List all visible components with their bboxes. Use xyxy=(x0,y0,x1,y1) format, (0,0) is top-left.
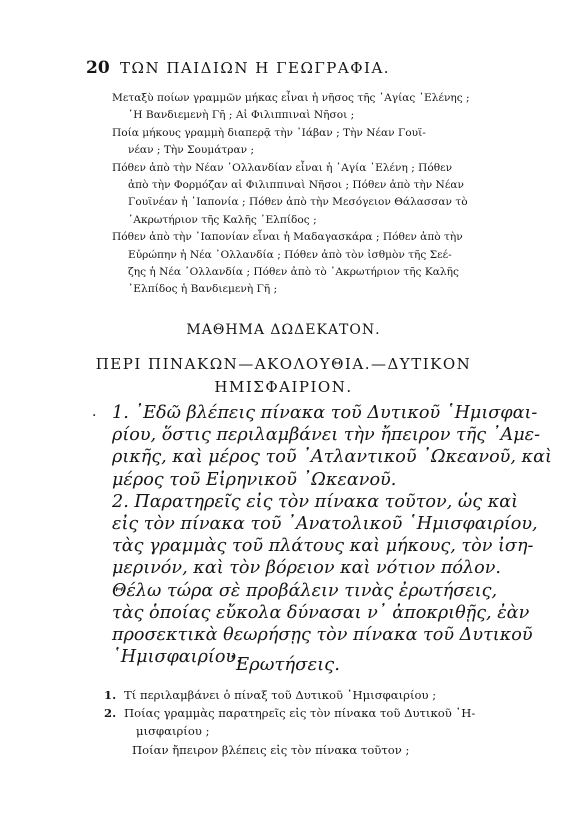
body-line: τὰς ὁποίας εὔκολα δύνασαι ν᾽ ἀποκριθῇς, ἐὰν xyxy=(112,602,530,623)
question-line: Ποία μήκους γραμμὴ διαπερᾷ τὴν ᾽Ιάβαν ; Τὴν Νέαν Γουϊ- xyxy=(112,126,426,139)
question-line: ᾽Ελπίδος ἡ Βανδιεμενὴ Γῆ ; xyxy=(128,283,278,296)
question-line: Πόθεν ἀπὸ τὴν Νέαν ᾽Ολλανδίαν εἶναι ἡ ῾Αγία ᾿Ελένη ; Πόθεν xyxy=(112,161,453,174)
paragraph-mark: · xyxy=(92,408,97,424)
question-number: 2. xyxy=(104,706,117,721)
lesson-body xyxy=(112,402,552,668)
question-line: ἀπὸ τὴν Φορμόζαν αἱ Φιλιππιναὶ Νῆσοι ; Πόθεν ἀπὸ τὴν Νέαν xyxy=(128,179,464,192)
lesson-title: ΜΑΘΗΜΑ ΔΩΔΕΚΑΤΟΝ. xyxy=(186,322,381,338)
question-continuation: μισφαιρίου ; xyxy=(136,724,210,739)
body-line: τὰς γραμμὰς τοῦ πλάτους καὶ μήκους, τὸν ἰση- xyxy=(112,536,534,557)
body-line: μέρος τοῦ Εἰρηνικοῦ ᾽Ωκεανοῦ. xyxy=(112,469,397,490)
body-line: ῾Ημισφαιρίου. xyxy=(112,647,242,668)
question-item xyxy=(104,704,504,722)
body-line: εἰς τὸν πίνακα τοῦ ᾽Ανατολικοῦ ῾Ημισφαιρίου, xyxy=(112,514,538,535)
body-line: ρικῆς, καὶ μέρος τοῦ ᾽Ατλαντικοῦ ᾽Ωκεανοῦ, καὶ xyxy=(112,447,552,468)
question-line: νέαν ; Τὴν Σουμάτραν ; xyxy=(128,144,255,157)
question-text: Ποίαν ἤπειρον βλέπεις εἰς τὸν πίνακα τοῦτον ; xyxy=(132,742,410,757)
question-item xyxy=(104,686,504,704)
questions-list xyxy=(104,686,504,759)
map-questions-block xyxy=(112,90,492,299)
body-line: μερινόν, καὶ τὸν βόρειον καὶ νότιον πόλον. xyxy=(112,558,502,579)
question-line: Μεταξὺ ποίων γραμμῶν μήκας εἶναι ἡ νῆσος τῆς ῾Αγίας ᾿Ελένης ; xyxy=(112,92,470,104)
body-line: Θέλω τώρα σὲ προβάλειν τινὰς ἐρωτήσεις, xyxy=(112,580,498,601)
lesson-subtitle: ΠΕΡΙ ΠΙΝΑΚΩΝ—ΑΚΟΛΟΥΘΙΑ.—ΔΥΤΙΚΟΝ xyxy=(95,355,472,373)
question-line: ῾Η Βανδιεμενὴ Γῆ ; Αἱ Φιλιππιναὶ Νῆσοι ; xyxy=(128,109,355,122)
question-text: Ποίας γραμμὰς παρατηρεῖς εἰς τὸν πίνακα τοῦ Δυτικοῦ ῾Η- xyxy=(124,706,476,721)
lesson-subtitle: ΗΜΙΣΦΑΙΡΙΟΝ. xyxy=(214,378,353,396)
page-header xyxy=(86,58,506,80)
question-text: Τί περιλαμβάνει ὁ πίναξ τοῦ Δυτικοῦ ῾Ημισφαιρίου ; xyxy=(124,688,437,702)
questions-heading: ᾽Ερωτήσεις. xyxy=(227,654,340,675)
question-line: Πόθεν ἀπὸ τὴν ᾽Ιαπονίαν εἶναι ἡ Μαδαγασκάρα ; Πόθεν ἀπὸ τὴν xyxy=(112,231,463,244)
running-head: ΤΩΝ ΠΑΙΔΙΩΝ Η ΓΕΩΓΡΑΦΙΑ. xyxy=(120,59,391,77)
question-line: ᾽Ακρωτήριον τῆς Καλῆς ᾽Ελπίδος ; xyxy=(128,213,317,226)
body-line: 1. ᾽Εδῶ βλέπεις πίνακα τοῦ Δυτικοῦ ῾Ημισφαι- xyxy=(112,403,538,423)
question-line: ζης ἡ Νέα ᾽Ολλανδία ; Πόθεν ἀπὸ τὸ ᾽Ακρωτήριον τῆς Καλῆς xyxy=(128,266,459,279)
question-line: Γουϊνέαν ἡ ᾽Ιαπονία ; Πόθεν ἀπὸ τὴν Μεσόγειον Θάλασσαν τὸ xyxy=(128,196,468,209)
body-line: προσεκτικὰ θεωρήσῃς τὸν πίνακα τοῦ Δυτικοῦ xyxy=(112,625,533,646)
question-line: Εὐρώπην ἡ Νέα ᾽Ολλανδία ; Πόθεν ἀπὸ τὸν ἰσθμὸν τῆς Σεέ- xyxy=(128,248,452,261)
page-number: 20 xyxy=(86,58,110,78)
question-number: 1. xyxy=(104,688,117,702)
body-line: 2. Παρατηρεῖς εἰς τὸν πίνακα τοῦτον, ὡς καὶ xyxy=(112,491,519,512)
body-line: ρίου, ὅστις περιλαμβάνει τὴν ἤπειρον τῆς ᾽Αμε- xyxy=(112,425,541,446)
